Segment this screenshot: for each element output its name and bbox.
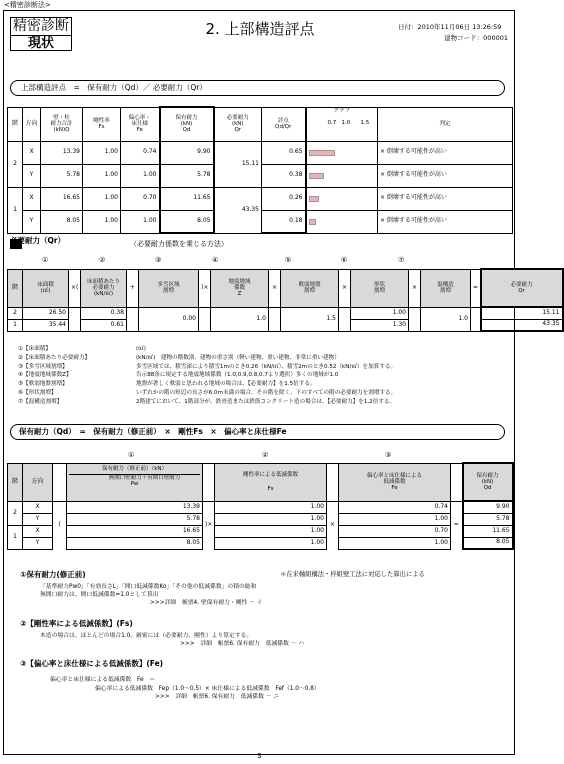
category-tag: <精密診断法> (4, 1, 51, 9)
th-graph: グラフ 0.7 1.0 1.5 (306, 107, 378, 141)
score-row: 2 X 13.39 1.00 0.74 9.90 15.11 0.65 × 倒壊する可能性が高い (8, 141, 513, 164)
stamp-title: 精密診断 (13, 18, 69, 34)
score-row: Y 8.05 1.00 1.00 8.05 0.18 × 倒壊する可能性が高い (8, 210, 513, 233)
exp3-heading: ③【偏心率と床仕様による低減係数】(Fe) (20, 659, 164, 668)
th-fs: 剛性率 Fs (83, 107, 121, 141)
score-bar (309, 219, 316, 225)
qr-row-1f: 1 35.44 0.61 1.30 43.35 (8, 319, 563, 331)
circled-1: ① (42, 256, 49, 264)
qd-row: 2 X ( 13.39 )× 1.00 × 0.74 = 9.90 (8, 501, 513, 513)
op-plus: + (127, 269, 139, 307)
circled-6: ⑥ (341, 256, 348, 264)
qr-th-zone: 地震地域 係数 Z (211, 269, 269, 307)
qd-table (7, 462, 514, 550)
qr-note: ⑤【軟弱地盤割増】 地盤が著しく軟弱と思われる地域の場合は、【必要耐力】を1.5倍する。 (18, 381, 316, 388)
qr-th-result: 必要耐力 Qr (481, 269, 563, 307)
qr-note: ④【地震地域係数Z】 告示88条に規定する地震地域係数（1.0,0.9,0.8,0.7より選択）多くの地域が1.0 (18, 372, 339, 379)
qd-row: Y 8.05 1.00 1.00 8.05 (8, 537, 513, 549)
qd-circled-2: ② (262, 451, 269, 459)
qd-th-pw: 保有耐力（修正前）（kN） 無開口壁耐力＋有開口壁耐力 Pw (67, 463, 203, 501)
qd-formula-banner (10, 424, 505, 440)
op-times-2: )× (199, 269, 211, 307)
date-label: 日付：2010年11月06日 13:26:59 (398, 23, 502, 31)
qr-note: ③【多雪区域割増】 多雪区域では、積雪深により積雪1mのとき0.26（kN/㎡）、積雪2mのとき0.52（kN/㎡）を加算する。 (18, 363, 397, 370)
qr-note: ⑥【形状割増】 いずれかの階の短辺の長さが6.0m未満の場合、その階を除く、下のすべての階の必要耐力を割増する。 (18, 389, 397, 396)
qr-th-req: 床面積あたり 必要耐力 (kN/㎡) (81, 269, 127, 307)
qd-row: Y 5.78 1.00 1.00 5.78 (8, 513, 513, 525)
score-row: Y 5.78 1.00 1.00 5.78 0.38 × 倒壊する可能性が高い (8, 164, 513, 187)
qr-th-floor: 階 (8, 269, 23, 307)
exp3-body: 偏心率と床仕様による低減係数 Fe ＝ 偏心率による低減係数 Fep（1.0～0.5）× 床仕様による低減係数 Fef（1.0～0.8） >>> 詳細 帳票6. 保有耐力 低減係数 － ニ (50, 677, 320, 700)
graph-tick-10: 1.0 (341, 119, 351, 126)
graph-tick-07: 0.7 (327, 119, 337, 126)
qd-circled-3: ③ (385, 451, 392, 459)
op-equals: = (471, 269, 481, 307)
qd-row: 1 X 16.65 1.00 0.70 11.65 (8, 525, 513, 537)
graph-tick-15: 1.5 (360, 119, 370, 126)
exp1-heading: ①保有耐力(修正前) (20, 570, 86, 579)
qr-th-soft: 軟弱地盤 割増 (281, 269, 339, 307)
qd-th-fe: 偏心率と床仕様による 低減係数 Fe (339, 463, 451, 501)
qd-th-fs: 剛性率による低減係数 Fs (215, 463, 327, 501)
circled-2: ② (99, 256, 106, 264)
th-fe: 偏心率・ 床仕様 Fe (121, 107, 160, 141)
qr-circled-row (0, 256, 519, 266)
op-times: ×( (69, 269, 81, 307)
stamp-sub: 現状 (27, 36, 54, 51)
qr-th-mixed: 混構造 割増 (421, 269, 471, 307)
th-qr: 必要耐力 (kN) Qr (214, 107, 262, 141)
qr-th-area: 床面積 (㎡) (23, 269, 69, 307)
score-row: 1 X 16.65 1.00 0.70 11.65 43.35 0.26 × 倒壊する可能性が高い (8, 187, 513, 210)
exp2-heading: ②【剛性率による低減係数】(Fs) (20, 619, 133, 628)
qr-note: ②【床面積あたり必要耐力】 (kN/㎡) 建物の階数別、建物の重さ別（軽い建物、重い建物、非常に重い建物） (18, 354, 340, 361)
op-times-5: × (409, 269, 421, 307)
th-floor: 階 (8, 107, 23, 141)
qd-circled-1: ① (128, 451, 135, 459)
qr-table (7, 268, 564, 332)
qr-th-snow: 多雪区域 割増 (139, 269, 199, 307)
qr-notes (18, 345, 508, 407)
th-judge: 判定 (378, 107, 513, 141)
circled-3: ③ (155, 256, 162, 264)
diagnosis-stamp (10, 17, 72, 51)
score-bar (309, 173, 324, 179)
exp1-body: 「基準耐力Pw0」「有効長さL」「開口低減係数Ko」「その他の低減係数」の積の総和 無開口耐力は、開口低減係数=1.0として算出 >>>詳細 帳票4. 壁保有耐力・剛性 － イ (40, 584, 263, 606)
qd-formula: 保有耐力（Qd） = 保有耐力（修正前） × 剛性Fs × 偏心率と床仕様Fe (19, 427, 287, 436)
qr-row-2f: 2 26.50 0.38 0.00 1.0 1.5 1.00 1.0 15.11 (8, 307, 563, 319)
exp2-body: 木造の場合は、ほとんどの場合1.0。厳密には（必要耐力、剛性）より算定する。 >>> 詳細 帳票6. 保有耐力 低減係数 － ハ (40, 633, 305, 647)
qd-th-dir: 方向 (23, 463, 53, 501)
score-formula-banner (10, 80, 505, 96)
qr-heading: 必要耐力（Qr） (10, 236, 66, 245)
score-table (7, 106, 513, 234)
qr-note: ⑦【混構造割増】 2階建てにおいて、1階部分が、鉄骨造または鉄筋コンクリート造の場合は、【必要耐力】を1.2倍する。 (18, 398, 396, 405)
qr-note: ①【床面積】 (㎡) (18, 346, 146, 352)
score-bar (309, 150, 335, 156)
th-wall-total: 壁・柱 耐力合計 (kN)Q (41, 107, 83, 141)
score-bar (309, 196, 319, 202)
th-score: 評点 Qd/Qr (262, 107, 306, 141)
page-title: 2. 上部構造評点 (205, 20, 315, 38)
op-times-4: × (339, 269, 351, 307)
op-times-3: × (269, 269, 281, 307)
qr-subheading: （必要耐力係数を乗じる方法） (130, 240, 228, 248)
qd-th-result: 保有耐力 (kN) Qd (463, 463, 513, 501)
circled-4: ④ (212, 256, 219, 264)
circled-5: ⑤ (285, 256, 292, 264)
th-dir: 方向 (23, 107, 41, 141)
circled-7: ⑦ (398, 256, 405, 264)
page-number: 3 (257, 752, 262, 760)
score-formula: 上部構造評点 = 保有耐力（Qd）／ 必要耐力（Qr） (21, 83, 207, 92)
exp1-note: ＊在来軸組構法・枠組壁工法に対応した算出による (280, 571, 425, 578)
qd-th-floor: 階 (8, 463, 23, 501)
qr-th-shape: 形状 割増 (351, 269, 409, 307)
building-code: 建物コード：000001 (444, 34, 508, 42)
th-qd: 保有耐力 (kN) Qd (160, 107, 214, 141)
